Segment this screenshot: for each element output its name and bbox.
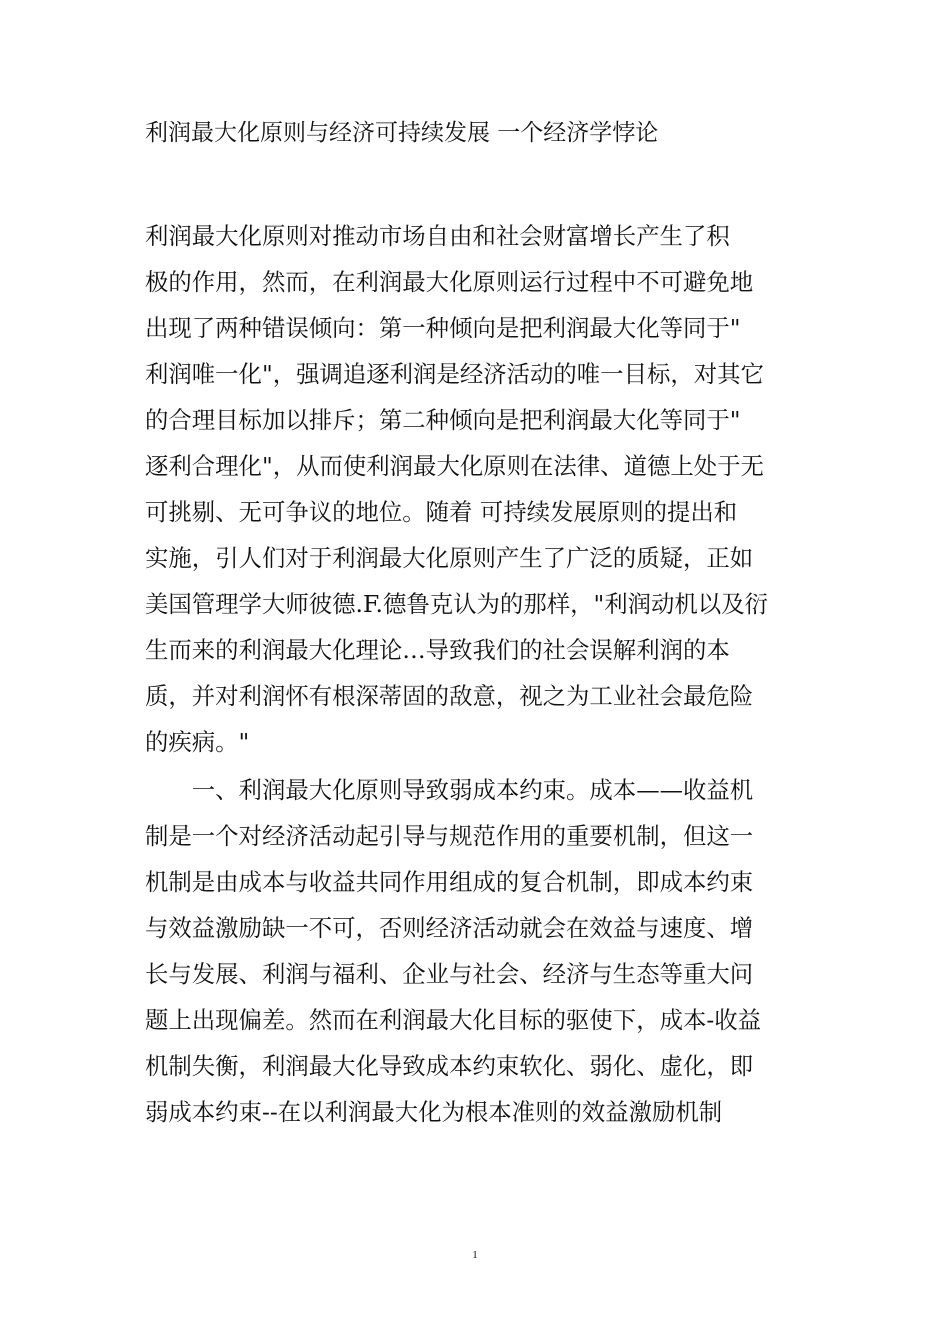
text-line: 一、利润最大化原则导致弱成本约束。成本——收益机 — [145, 776, 754, 804]
page-number: 1 — [472, 1249, 478, 1261]
text-line: 利润最大化原则对推动市场自由和社会财富增长产生了积 — [145, 222, 730, 250]
text-line: 的合理目标加以排斥；第二种倾向是把利润最大化等同于" — [145, 406, 741, 434]
text-line: 可挑剔、无可争议的地位。随着 可持续发展原则的提出和 — [145, 498, 738, 526]
text-line: 题上出现偏差。然而在利润最大化目标的驱使下，成本-收益 — [145, 1006, 762, 1034]
text-line: 与效益激励缺一不可，否则经济活动就会在效益与速度、增 — [145, 914, 754, 942]
text-line: 弱成本约束--在以利润最大化为根本准则的效益激励机制 — [145, 1098, 723, 1126]
document-title: 利润最大化原则与经济可持续发展 一个经济学悖论 — [145, 120, 659, 146]
text-line: 机制是由成本与收益共同作用组成的复合机制，即成本约束 — [145, 868, 754, 896]
text-line: 利润唯一化"，强调追逐利润是经济活动的唯一目标，对其它 — [145, 360, 764, 388]
text-line: 生而来的利润最大化理论…导致我们的社会误解利润的本 — [145, 636, 730, 664]
text-line: 的疾病。" — [145, 728, 250, 756]
text-line: 极的作用，然而，在利润最大化原则运行过程中不可避免地 — [145, 268, 754, 296]
text-line: 制是一个对经济活动起引导与规范作用的重要机制，但这一 — [145, 822, 754, 850]
text-line: 机制失衡，利润最大化导致成本约束软化、弱化、虚化，即 — [145, 1052, 754, 1080]
text-line: 美国管理学大师彼德.F.德鲁克认为的那样，"利润动机以及衍 — [145, 590, 768, 618]
text-line: 出现了两种错误倾向：第一种倾向是把利润最大化等同于" — [145, 314, 741, 342]
text-line: 长与发展、利润与福利、企业与社会、经济与生态等重大问 — [145, 960, 754, 988]
text-line: 质，并对利润怀有根深蒂固的敌意，视之为工业社会最危险 — [145, 682, 754, 710]
text-line: 实施，引人们对于利润最大化原则产生了广泛的质疑，正如 — [145, 544, 754, 572]
text-line: 逐利合理化"，从而使利润最大化原则在法律、道德上处于无 — [145, 452, 764, 480]
